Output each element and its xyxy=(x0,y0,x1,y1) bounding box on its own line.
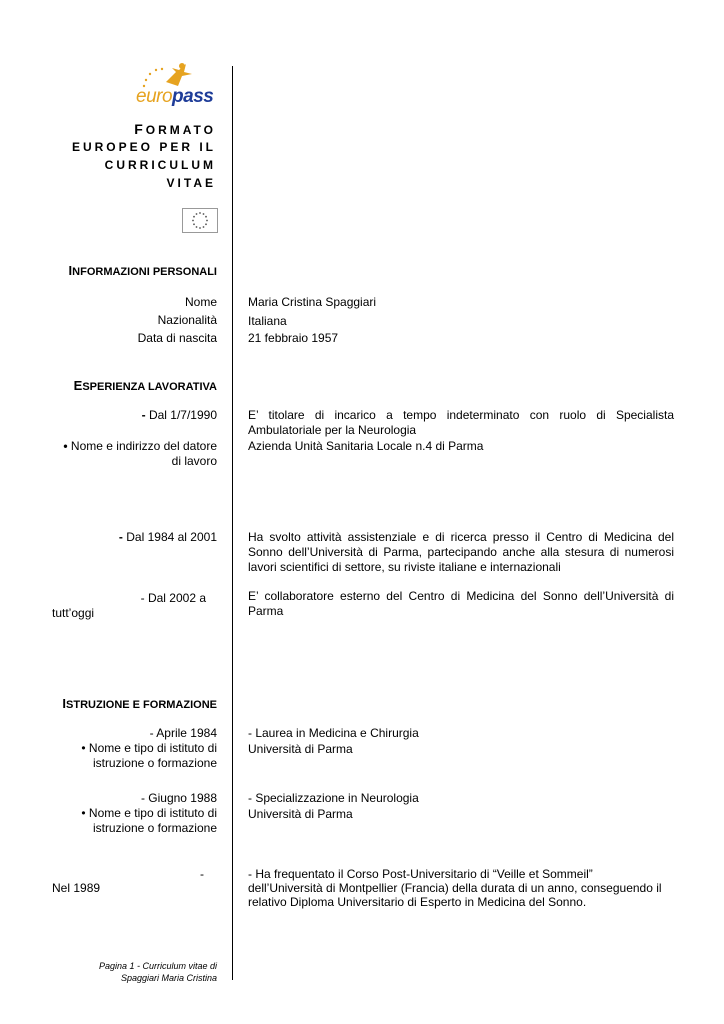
edu-item3-dash: - xyxy=(200,867,204,881)
employer-label: • Nome e indirizzo del datore di lavoro xyxy=(63,439,217,468)
section-header-education: ISTRUZIONE E FORMAZIONE xyxy=(62,696,217,711)
employer-value: Azienda Unità Sanitaria Locale n.4 di Parma xyxy=(248,439,484,453)
section-header-work: ESPERIENZA LAVORATIVA xyxy=(73,378,217,393)
page-footer: Pagina 1 - Curriculum vitae di Spaggiari Maria Cristina xyxy=(98,961,217,983)
work-item2-description: Ha svolto attività assistenziale e di ricerca presso il Centro di Medicina del Sonno dell’Università di Parma, partecipando anche alla stesura di numerosi lavori scientifici di settore, su riviste italiane e internazionali xyxy=(248,530,674,574)
europass-logo xyxy=(132,60,222,110)
logo-euro-text: euro xyxy=(136,86,173,107)
value-nationality: Italiana xyxy=(248,314,287,328)
section-header-personal: INFORMAZIONI PERSONALI xyxy=(68,263,217,278)
format-title-line2: EUROPEO PER IL xyxy=(71,140,216,154)
label-birthdate: Data di nascita xyxy=(137,331,217,345)
work-item2-date: - Dal 1984 al 2001 xyxy=(118,530,217,544)
eu-flag-icon xyxy=(182,208,218,233)
edu-item3-line3: relativo Diploma Universitario di Esperto in Medicina del Sonno. xyxy=(248,895,587,909)
edu-item1-label: • Nome e tipo di istituto di istruzione o formazione xyxy=(81,741,217,770)
work-item3-description: E’ collaboratore esterno del Centro di Medicina del Sonno dell’Università di Parma xyxy=(248,589,674,618)
edu-item2-institution: Università di Parma xyxy=(248,807,353,821)
label-nationality: Nazionalità xyxy=(157,313,217,327)
edu-item2-date: - Giugno 1988 xyxy=(140,791,217,805)
format-title-line3: CURRICULUM xyxy=(104,158,216,172)
work-item1-description: E’ titolare di incarico a tempo indeterminato con ruolo di Specialista Ambulatoriale per la Neurologia xyxy=(248,408,674,437)
edu-item3-line1: - Ha frequentato il Corso Post-Universitario di “Veille et Sommeil” xyxy=(248,867,593,881)
label-name: Nome xyxy=(184,295,217,309)
edu-item2-label: • Nome e tipo di istituto di istruzione o formazione xyxy=(81,806,217,835)
edu-item3-date: Nel 1989 xyxy=(52,881,101,895)
edu-item1-date: - Aprile 1984 xyxy=(149,726,217,740)
format-title-line1: FORMATO xyxy=(134,121,216,137)
value-name: Maria Cristina Spaggiari xyxy=(248,295,377,309)
value-birthdate: 21 febbraio 1957 xyxy=(248,331,339,345)
format-title-line4: VITAE xyxy=(166,176,216,190)
logo-pass-text: pass xyxy=(172,86,214,107)
work-item1-date: - Dal 1/7/1990 xyxy=(141,408,217,422)
vertical-divider xyxy=(232,66,233,980)
edu-item3-line2: dell’Università di Montpellier (Francia) della durata di un anno, conseguendo il xyxy=(248,881,662,895)
edu-item2-title: - Specializzazione in Neurologia xyxy=(248,791,419,805)
edu-item1-title: - Laurea in Medicina e Chirurgia xyxy=(248,726,419,740)
edu-item1-institution: Università di Parma xyxy=(248,742,353,756)
work-item3-date: - Dal 2002 a xyxy=(140,591,206,605)
work-item3-date-cont: tutt’oggi xyxy=(52,606,95,620)
